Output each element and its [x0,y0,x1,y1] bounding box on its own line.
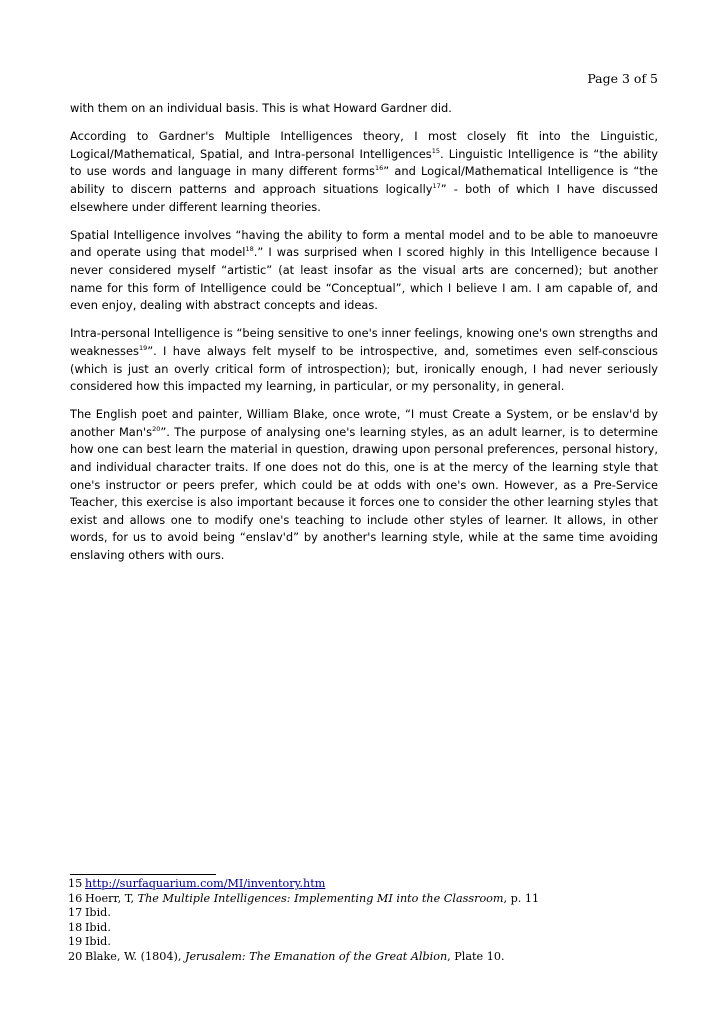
footnote-number: 17 [68,906,83,920]
page-number: Page 3 of 5 [587,71,658,86]
paragraph-gardner-intro [70,100,658,118]
footnote-book-title: The Multiple Intelligences: Implementing MI into the Classroom [137,891,504,905]
paragraph-text: ” and Logical/Mathematical Intelligence is “the ability to discern patterns and approach situations logically [70,164,658,196]
paragraph-intra-personal-intelligence [70,325,658,395]
footnote-number: 19 [68,935,83,949]
footnote-text: Ibid. [85,906,111,920]
paragraph-william-blake [70,406,658,564]
footnote-18 [68,921,668,936]
footnote-text: Blake, W. (1804), [85,949,185,963]
footnote-text: , p. 11 [503,891,540,905]
footnote-17 [68,906,668,921]
footnote-number: 20 [68,949,83,963]
footnote-ref-19: 19 [138,343,148,352]
paragraph-text: Spatial Intelligence involves “having the ability to form a mental model and to be able to manoeuvre and operate using that model [70,227,658,260]
footnote-text: , Plate 10. [447,949,505,963]
footnote-15 [68,877,668,892]
footnote-16 [68,892,668,907]
footnote-number: 18 [68,920,83,934]
footnote-text: Ibid. [85,935,111,949]
footnote-20 [68,950,668,965]
footnote-link[interactable]: http://surfaquarium.com/MI/inventory.htm [85,877,326,890]
paragraph-text: Intra-personal Intelligence is “being sensitive to one's inner feelings, knowing one's own strengths and weaknesses [70,326,658,358]
paragraph-multiple-intelligences [70,128,658,216]
footnote-ref-15: 15 [431,146,441,155]
document-body [70,100,658,575]
footnote-number: 16 [68,891,83,905]
footnote-text: Hoerr, T, [85,891,138,905]
footnote-ref-16: 16 [374,164,384,173]
paragraph-text: . Linguistic Intelligence is “the ability to use words and language in many different forms [70,146,658,179]
paragraph-text: ”. I have always felt myself to be introspective, and, sometimes even self-conscious (which is just an overly critical form of introspection); but, ironically enough, I had never seriously considered how this impacted my learning, in particular, or my personality, in general. [70,343,658,394]
footnote-text: Ibid. [85,920,111,934]
paragraph-text: with them on an individual basis. This is what Howard Gardner did. [70,101,452,115]
footnote-number: 15 [68,877,83,890]
paragraph-spatial-intelligence [70,227,658,315]
footnote-separator [70,874,216,875]
footnote-ref-20: 20 [152,424,161,433]
paragraph-text: ”. The purpose of analysing one's learning styles, as an adult learner, is to determine how one can best learn the material in question, drawing upon personal preferences, personal history, and individual character traits. If one does not do this, one is at the mercy of the learning style that one's instructor or peers prefer, which could be at odds with one's own. However, as a Pre-Service Teacher, this exercise is also important because it forces one to consider the other learning styles that exist and allows one to modify one's teaching to include other styles of learner. It allows, in other words, for us to avoid being “enslav'd” by another's learning style, while at the same time avoiding enslaving others with ours. [70,424,658,563]
footnotes [68,877,668,965]
paragraph-text: According to Gardner's Multiple Intelligences theory, I most closely fit into the Linguistic, Logical/Mathematical, Spatial, and Intra-personal Intelligences [70,129,658,161]
footnote-book-title: Jerusalem: The Emanation of the Great Albion [184,949,448,963]
footnote-ref-17: 17 [432,181,441,190]
footnote-19 [68,935,668,950]
paragraph-text: ” - both of which I have discussed elsewhere under different learning theories. [70,181,658,214]
footnote-ref-18: 18 [245,245,254,254]
paragraph-text: .” I was surprised when I scored highly in this Intelligence because I never considered myself “artistic” (at least insofar as the visual arts are concerned); but another name for this form of Intelligence could be “Conceptual”, which I believe I am. I am capable of, and even enjoy, dealing with abstract concepts and ideas. [70,245,658,313]
paragraph-text: The English poet and painter, William Blake, once wrote, “I must Create a System, or be enslav'd by another Man's [70,407,658,439]
